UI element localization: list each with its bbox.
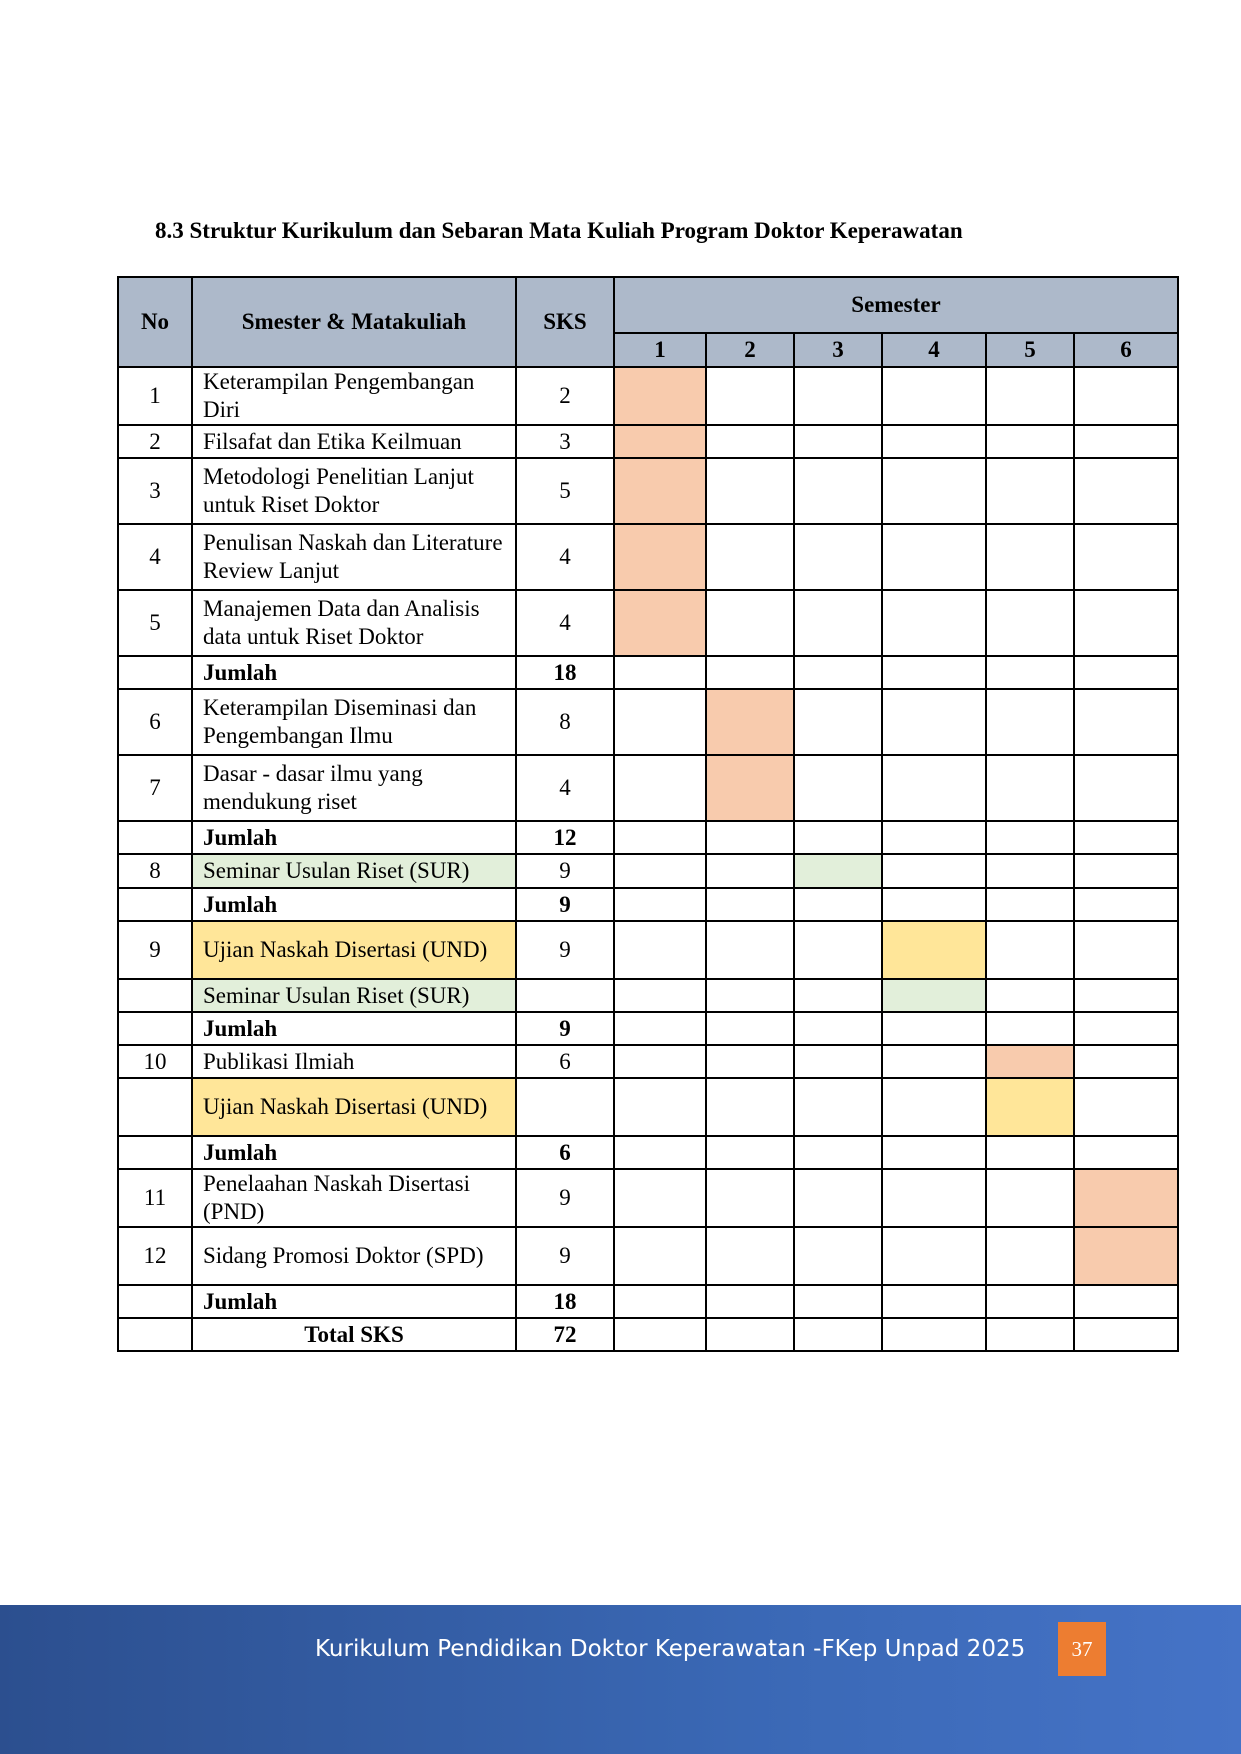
semester-1-cell xyxy=(614,458,706,524)
sks-value: 9 xyxy=(516,1012,614,1045)
semester-3-cell xyxy=(794,921,882,979)
row-number: 4 xyxy=(118,524,192,590)
semester-5-cell xyxy=(986,1136,1074,1169)
sks-value: 9 xyxy=(516,1169,614,1227)
semester-5-cell xyxy=(986,1012,1074,1045)
semester-5-cell xyxy=(986,458,1074,524)
row-number: 6 xyxy=(118,689,192,755)
sks-value: 4 xyxy=(516,524,614,590)
semester-2-cell xyxy=(706,458,794,524)
course-name: Jumlah xyxy=(192,656,516,689)
semester-2-cell xyxy=(706,1012,794,1045)
table-row xyxy=(118,979,1178,1012)
semester-5-cell xyxy=(986,590,1074,656)
semester-5-cell xyxy=(986,689,1074,755)
semester-1-cell xyxy=(614,979,706,1012)
semester-3-cell xyxy=(794,979,882,1012)
semester-4-cell xyxy=(882,921,986,979)
semester-1-cell xyxy=(614,1078,706,1136)
semester-6-cell xyxy=(1074,1169,1178,1227)
semester-5-cell xyxy=(986,854,1074,888)
semester-2-cell xyxy=(706,1318,794,1351)
table-row xyxy=(118,888,1178,921)
page-number: 37 xyxy=(1058,1622,1106,1676)
semester-4-cell xyxy=(882,689,986,755)
semester-3-cell xyxy=(794,425,882,458)
header-semester-4: 4 xyxy=(882,333,986,367)
semester-4-cell xyxy=(882,1169,986,1227)
semester-5-cell xyxy=(986,1045,1074,1078)
sks-value: 2 xyxy=(516,367,614,425)
semester-4-cell xyxy=(882,425,986,458)
course-name: Seminar Usulan Riset (SUR) xyxy=(192,979,516,1012)
row-number xyxy=(118,1318,192,1351)
semester-4-cell xyxy=(882,854,986,888)
table-row xyxy=(118,1045,1178,1078)
semester-5-cell xyxy=(986,524,1074,590)
course-name: Jumlah xyxy=(192,1285,516,1318)
semester-1-cell xyxy=(614,1318,706,1351)
header-semester-2: 2 xyxy=(706,333,794,367)
semester-6-cell xyxy=(1074,1136,1178,1169)
semester-5-cell xyxy=(986,656,1074,689)
semester-1-cell xyxy=(614,1285,706,1318)
semester-1-cell xyxy=(614,888,706,921)
semester-4-cell xyxy=(882,1045,986,1078)
semester-6-cell xyxy=(1074,656,1178,689)
semester-2-cell xyxy=(706,755,794,821)
table-row xyxy=(118,1078,1178,1136)
semester-2-cell xyxy=(706,656,794,689)
semester-1-cell xyxy=(614,1012,706,1045)
semester-1-cell xyxy=(614,854,706,888)
semester-1-cell xyxy=(614,1045,706,1078)
course-name: Jumlah xyxy=(192,821,516,854)
sks-value: 18 xyxy=(516,656,614,689)
semester-4-cell xyxy=(882,1078,986,1136)
semester-6-cell xyxy=(1074,854,1178,888)
semester-1-cell xyxy=(614,821,706,854)
semester-2-cell xyxy=(706,921,794,979)
semester-5-cell xyxy=(986,1078,1074,1136)
semester-3-cell xyxy=(794,367,882,425)
semester-1-cell xyxy=(614,921,706,979)
sks-value: 72 xyxy=(516,1318,614,1351)
semester-1-cell xyxy=(614,656,706,689)
semester-4-cell xyxy=(882,821,986,854)
semester-3-cell xyxy=(794,854,882,888)
semester-4-cell xyxy=(882,979,986,1012)
header-semester-6: 6 xyxy=(1074,333,1178,367)
semester-6-cell xyxy=(1074,590,1178,656)
semester-2-cell xyxy=(706,1285,794,1318)
course-name: Ujian Naskah Disertasi (UND) xyxy=(192,1078,516,1136)
course-name: Jumlah xyxy=(192,888,516,921)
course-name: Jumlah xyxy=(192,1012,516,1045)
semester-4-cell xyxy=(882,524,986,590)
semester-4-cell xyxy=(882,755,986,821)
sks-value: 3 xyxy=(516,425,614,458)
semester-1-cell xyxy=(614,1169,706,1227)
header-course: Smester & Matakuliah xyxy=(192,277,516,367)
sks-value: 18 xyxy=(516,1285,614,1318)
row-number: 1 xyxy=(118,367,192,425)
semester-2-cell xyxy=(706,590,794,656)
footer-text: Kurikulum Pendidikan Doktor Keperawatan -FKep Unpad 2025 xyxy=(315,1636,1026,1662)
row-number xyxy=(118,821,192,854)
semester-5-cell xyxy=(986,755,1074,821)
row-number xyxy=(118,656,192,689)
table-row xyxy=(118,689,1178,755)
semester-2-cell xyxy=(706,1227,794,1285)
sks-value: 6 xyxy=(516,1045,614,1078)
semester-1-cell xyxy=(614,1136,706,1169)
semester-1-cell xyxy=(614,689,706,755)
semester-2-cell xyxy=(706,524,794,590)
row-number: 12 xyxy=(118,1227,192,1285)
semester-3-cell xyxy=(794,524,882,590)
sks-value: 9 xyxy=(516,921,614,979)
sks-value: 8 xyxy=(516,689,614,755)
course-name: Manajemen Data dan Analisis data untuk Riset Doktor xyxy=(192,590,516,656)
semester-6-cell xyxy=(1074,524,1178,590)
table-row xyxy=(118,755,1178,821)
sks-value xyxy=(516,979,614,1012)
semester-3-cell xyxy=(794,1136,882,1169)
semester-1-cell xyxy=(614,367,706,425)
table-row xyxy=(118,656,1178,689)
table-row xyxy=(118,1012,1178,1045)
course-name: Keterampilan Diseminasi dan Pengembangan Ilmu xyxy=(192,689,516,755)
sks-value: 9 xyxy=(516,888,614,921)
row-number xyxy=(118,1136,192,1169)
semester-4-cell xyxy=(882,1285,986,1318)
semester-6-cell xyxy=(1074,1285,1178,1318)
semester-1-cell xyxy=(614,425,706,458)
row-number: 5 xyxy=(118,590,192,656)
semester-5-cell xyxy=(986,979,1074,1012)
semester-6-cell xyxy=(1074,1012,1178,1045)
sks-value xyxy=(516,1078,614,1136)
semester-4-cell xyxy=(882,656,986,689)
table-row xyxy=(118,425,1178,458)
semester-3-cell xyxy=(794,821,882,854)
section-title: 8.3 Struktur Kurikulum dan Sebaran Mata Kuliah Program Doktor Keperawatan xyxy=(155,218,963,243)
semester-2-cell xyxy=(706,1078,794,1136)
semester-6-cell xyxy=(1074,367,1178,425)
course-name: Dasar - dasar ilmu yang mendukung riset xyxy=(192,755,516,821)
semester-1-cell xyxy=(614,755,706,821)
table-row xyxy=(118,1285,1178,1318)
header-no: No xyxy=(118,277,192,367)
semester-4-cell xyxy=(882,888,986,921)
table-row xyxy=(118,458,1178,524)
header-semester-1: 1 xyxy=(614,333,706,367)
semester-3-cell xyxy=(794,689,882,755)
semester-3-cell xyxy=(794,1285,882,1318)
course-name: Total SKS xyxy=(192,1318,516,1351)
course-name: Jumlah xyxy=(192,1136,516,1169)
semester-3-cell xyxy=(794,458,882,524)
sks-value: 9 xyxy=(516,854,614,888)
table-row xyxy=(118,821,1178,854)
sks-value: 4 xyxy=(516,755,614,821)
semester-3-cell xyxy=(794,888,882,921)
semester-4-cell xyxy=(882,590,986,656)
row-number: 2 xyxy=(118,425,192,458)
row-number: 10 xyxy=(118,1045,192,1078)
course-name: Seminar Usulan Riset (SUR) xyxy=(192,854,516,888)
semester-4-cell xyxy=(882,458,986,524)
semester-2-cell xyxy=(706,821,794,854)
semester-6-cell xyxy=(1074,1045,1178,1078)
sks-value: 6 xyxy=(516,1136,614,1169)
semester-5-cell xyxy=(986,367,1074,425)
curriculum-table xyxy=(117,276,1179,1352)
semester-5-cell xyxy=(986,921,1074,979)
header-semester-5: 5 xyxy=(986,333,1074,367)
table-row xyxy=(118,367,1178,425)
semester-5-cell xyxy=(986,1318,1074,1351)
table-body xyxy=(118,367,1178,1351)
row-number: 3 xyxy=(118,458,192,524)
semester-4-cell xyxy=(882,1227,986,1285)
course-name: Ujian Naskah Disertasi (UND) xyxy=(192,921,516,979)
table-row xyxy=(118,1227,1178,1285)
semester-2-cell xyxy=(706,425,794,458)
semester-6-cell xyxy=(1074,979,1178,1012)
semester-3-cell xyxy=(794,1169,882,1227)
semester-3-cell xyxy=(794,1227,882,1285)
semester-2-cell xyxy=(706,888,794,921)
semester-2-cell xyxy=(706,854,794,888)
semester-6-cell xyxy=(1074,1078,1178,1136)
semester-3-cell xyxy=(794,1318,882,1351)
row-number: 8 xyxy=(118,854,192,888)
row-number: 9 xyxy=(118,921,192,979)
semester-4-cell xyxy=(882,1012,986,1045)
sks-value: 9 xyxy=(516,1227,614,1285)
semester-6-cell xyxy=(1074,921,1178,979)
semester-6-cell xyxy=(1074,888,1178,921)
header-sks: SKS xyxy=(516,277,614,367)
semester-3-cell xyxy=(794,1078,882,1136)
row-number xyxy=(118,1285,192,1318)
semester-6-cell xyxy=(1074,425,1178,458)
semester-6-cell xyxy=(1074,821,1178,854)
row-number xyxy=(118,888,192,921)
semester-4-cell xyxy=(882,1136,986,1169)
course-name: Penulisan Naskah dan Literature Review Lanjut xyxy=(192,524,516,590)
semester-2-cell xyxy=(706,689,794,755)
header-semester-3: 3 xyxy=(794,333,882,367)
row-number xyxy=(118,1078,192,1136)
course-name: Publikasi Ilmiah xyxy=(192,1045,516,1078)
semester-5-cell xyxy=(986,1227,1074,1285)
row-number: 7 xyxy=(118,755,192,821)
semester-3-cell xyxy=(794,656,882,689)
semester-5-cell xyxy=(986,821,1074,854)
table-row xyxy=(118,524,1178,590)
table-row xyxy=(118,1136,1178,1169)
semester-3-cell xyxy=(794,1045,882,1078)
row-number xyxy=(118,979,192,1012)
semester-2-cell xyxy=(706,1045,794,1078)
semester-1-cell xyxy=(614,590,706,656)
semester-5-cell xyxy=(986,1285,1074,1318)
semester-3-cell xyxy=(794,590,882,656)
semester-1-cell xyxy=(614,1227,706,1285)
table-row xyxy=(118,590,1178,656)
header-semester: Semester xyxy=(614,277,1178,333)
semester-4-cell xyxy=(882,1318,986,1351)
sks-value: 4 xyxy=(516,590,614,656)
semester-6-cell xyxy=(1074,458,1178,524)
semester-5-cell xyxy=(986,1169,1074,1227)
row-number: 11 xyxy=(118,1169,192,1227)
course-name: Sidang Promosi Doktor (SPD) xyxy=(192,1227,516,1285)
semester-4-cell xyxy=(882,367,986,425)
table-row xyxy=(118,1318,1178,1351)
semester-3-cell xyxy=(794,755,882,821)
semester-6-cell xyxy=(1074,689,1178,755)
course-name: Metodologi Penelitian Lanjut untuk Riset Doktor xyxy=(192,458,516,524)
row-number xyxy=(118,1012,192,1045)
semester-1-cell xyxy=(614,524,706,590)
sks-value: 5 xyxy=(516,458,614,524)
semester-5-cell xyxy=(986,888,1074,921)
semester-2-cell xyxy=(706,1169,794,1227)
course-name: Keterampilan Pengembangan Diri xyxy=(192,367,516,425)
semester-6-cell xyxy=(1074,755,1178,821)
semester-2-cell xyxy=(706,979,794,1012)
semester-2-cell xyxy=(706,1136,794,1169)
semester-6-cell xyxy=(1074,1318,1178,1351)
course-name: Penelaahan Naskah Disertasi (PND) xyxy=(192,1169,516,1227)
semester-6-cell xyxy=(1074,1227,1178,1285)
page-footer xyxy=(0,1605,1241,1754)
semester-5-cell xyxy=(986,425,1074,458)
table-row xyxy=(118,854,1178,888)
table-row xyxy=(118,1169,1178,1227)
semester-2-cell xyxy=(706,367,794,425)
course-name: Filsafat dan Etika Keilmuan xyxy=(192,425,516,458)
semester-3-cell xyxy=(794,1012,882,1045)
sks-value: 12 xyxy=(516,821,614,854)
table-row xyxy=(118,921,1178,979)
